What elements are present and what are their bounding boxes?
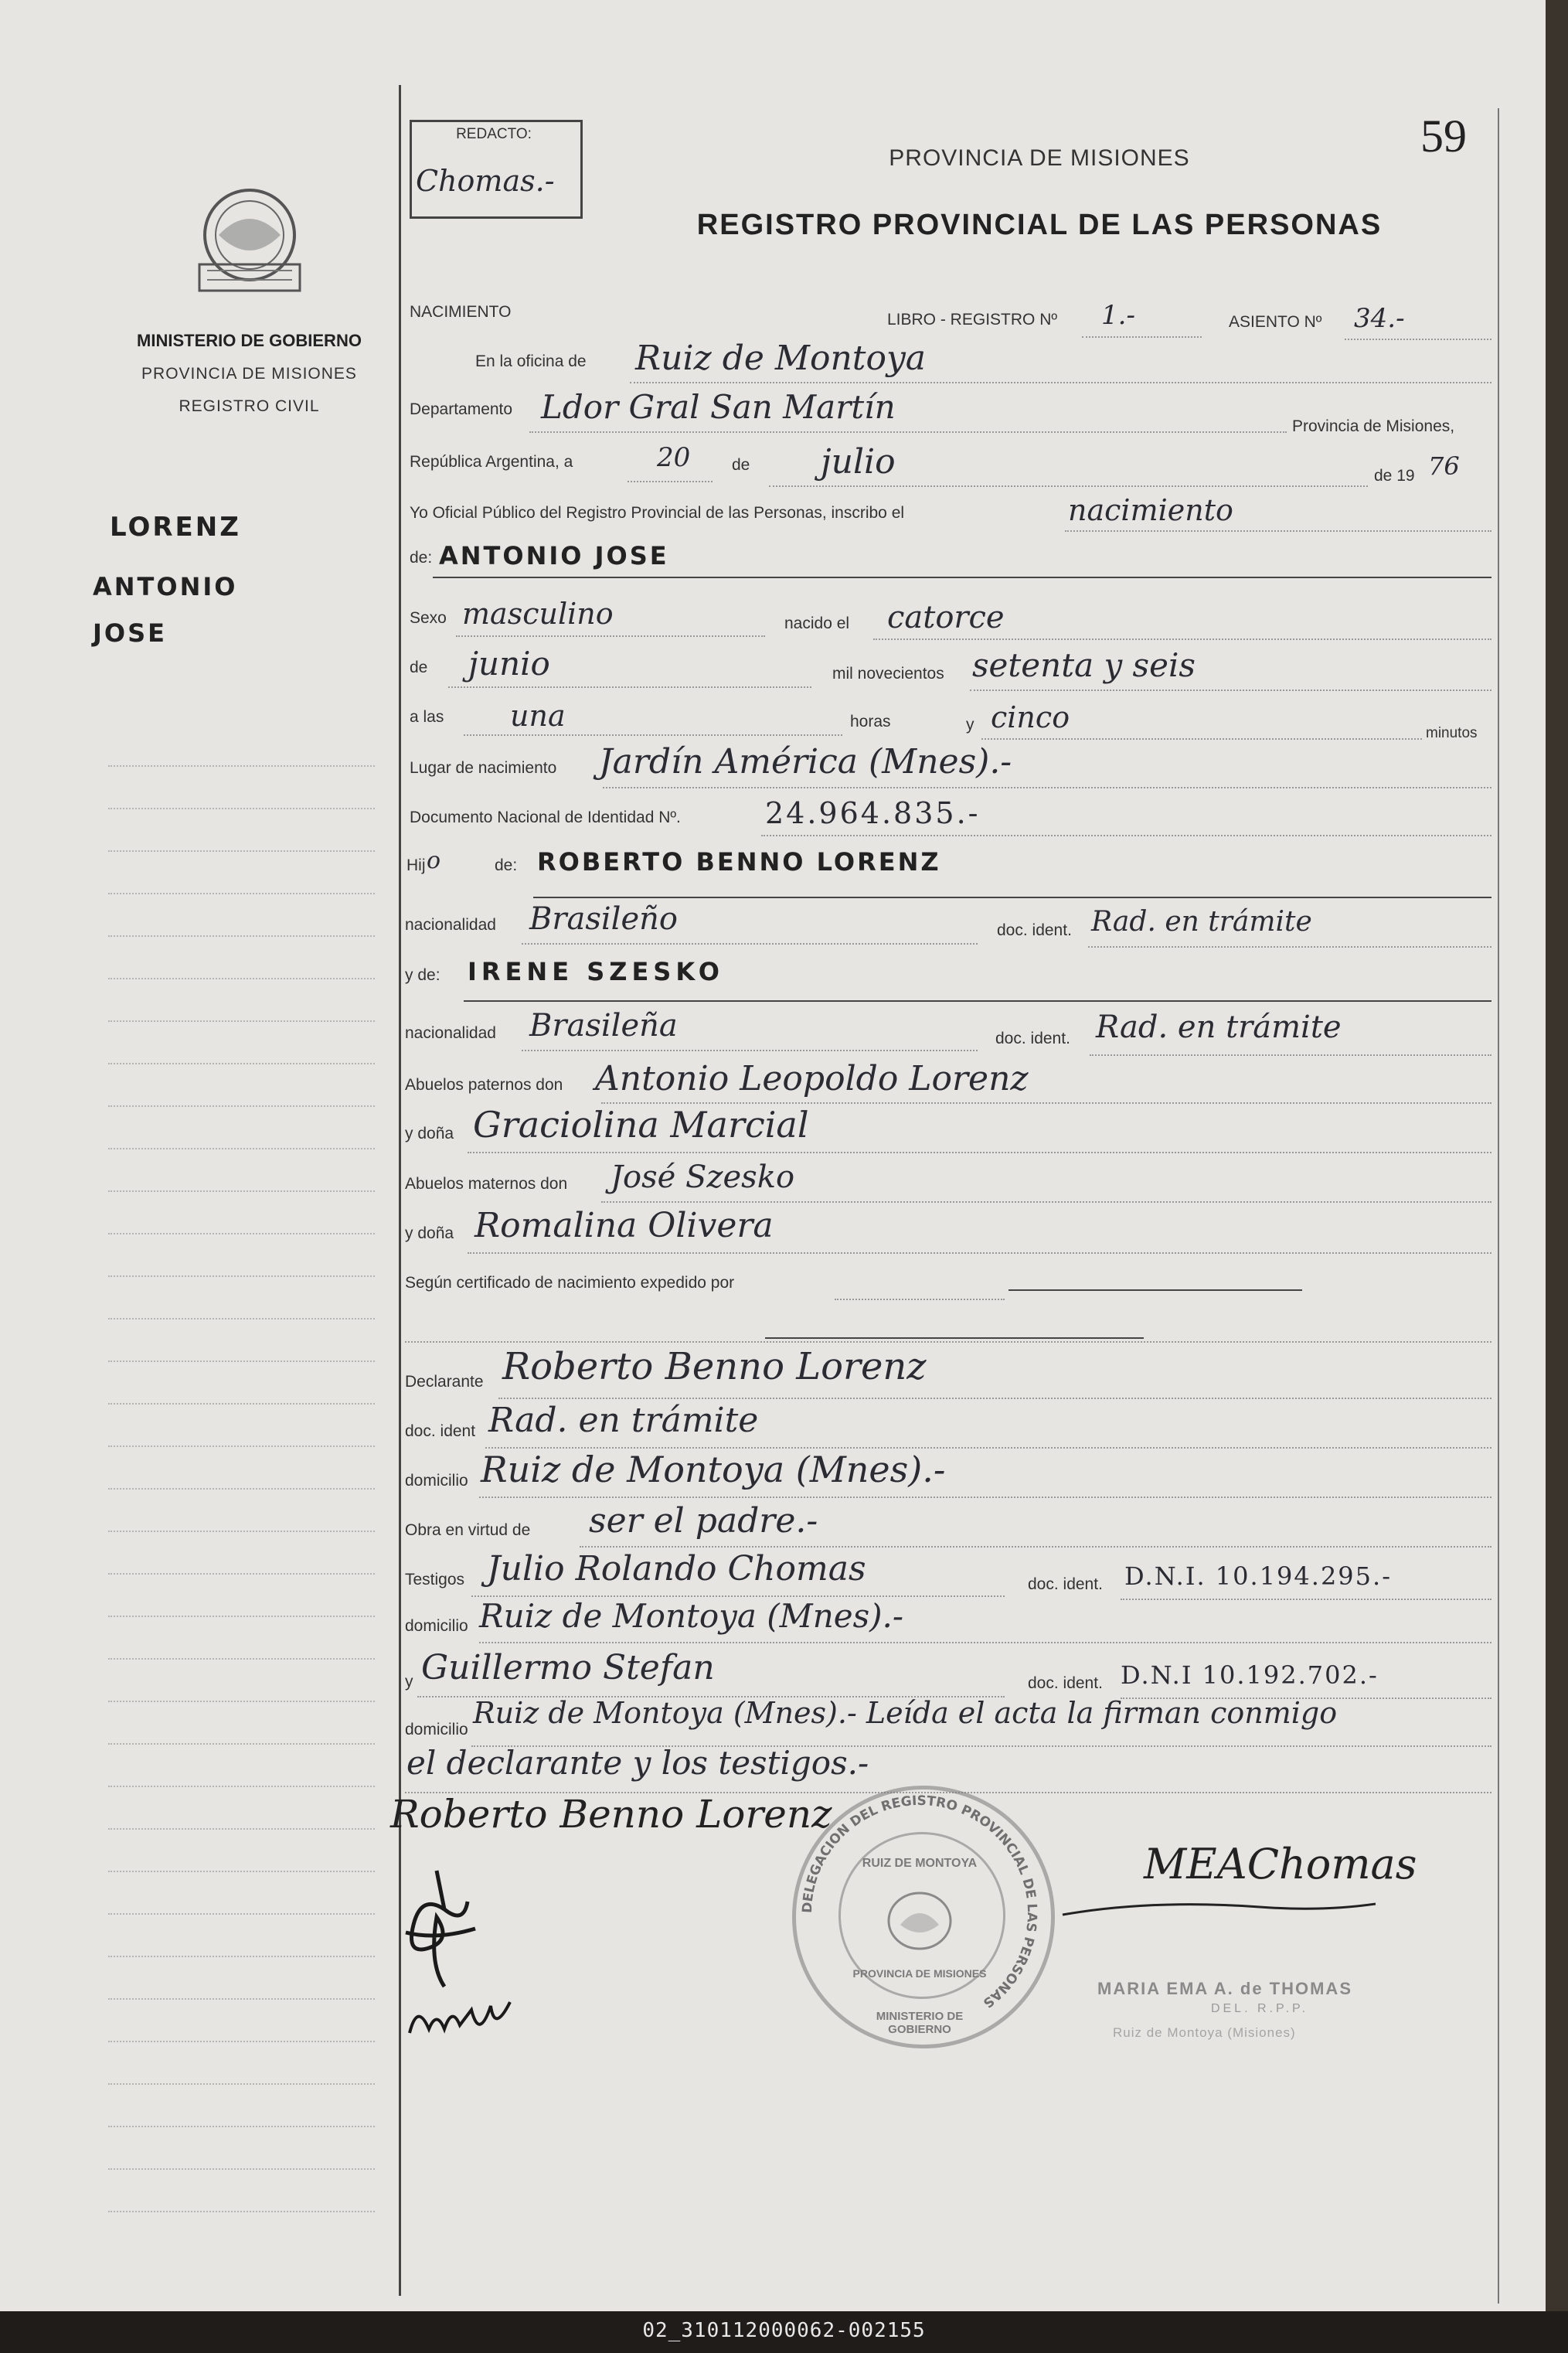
horas-value: una: [510, 699, 566, 733]
padre-nac-value: Brasileño: [529, 901, 678, 937]
right-border: [1498, 108, 1499, 2304]
libro-label: LIBRO - REGISTRO Nº: [887, 311, 1058, 329]
asiento-label: ASIENTO Nº: [1229, 313, 1322, 331]
ministry-line1: MINISTERIO DE GOBIERNO: [137, 331, 362, 350]
libro-value: 1.-: [1101, 300, 1135, 331]
testigo2-prefix: y: [405, 1673, 413, 1691]
mil-label: mil novecientos: [832, 665, 944, 683]
stamp-ring-text: PROVINCIA DE MISIONES: [852, 1967, 987, 1980]
declarante-doc-label: doc. ident: [405, 1422, 476, 1440]
lugar-label: Lugar de nacimiento: [410, 759, 557, 777]
minutos-label: minutos: [1426, 725, 1478, 741]
ministry-line2: PROVINCIA DE MISIONES: [141, 365, 357, 383]
hijo-label: Hij: [406, 856, 426, 874]
alas-label: a las: [410, 708, 444, 726]
stamp-inner-text: RUIZ DE MONTOYA: [862, 1857, 978, 1870]
departamento-value: Ldor Gral San Martín: [541, 388, 896, 426]
testigo1-doc-label: doc. ident.: [1028, 1575, 1103, 1593]
declarante-label: Declarante: [405, 1373, 484, 1391]
testigos-label: Testigos: [405, 1571, 465, 1589]
nacido-value: catorce: [887, 600, 1005, 635]
dia-value: 20: [657, 442, 691, 473]
child-name: ANTONIO JOSE: [439, 541, 669, 570]
coat-of-arms-emblem: [184, 179, 315, 303]
de2-label: de: [410, 659, 428, 676]
oficina-value: Ruiz de Montoya: [635, 339, 927, 378]
official-signature: MEAChomas: [1144, 1840, 1417, 1888]
ministry-line3: REGISTRO CIVIL: [179, 397, 320, 415]
ab-mat-value: José Szesko: [611, 1159, 795, 1195]
mes-nac-value: junio: [468, 645, 550, 683]
sexo-value: masculino: [462, 597, 614, 631]
mes-value: julio: [821, 442, 896, 482]
declarante-value: Roberto Benno Lorenz: [502, 1345, 927, 1388]
official-print-title: DEL. R.P.P.: [1210, 2002, 1309, 2015]
declarante-dom-label: domicilio: [405, 1472, 468, 1490]
ab-pat-dona-label: y doña: [405, 1125, 454, 1142]
official-print-name: MARIA EMA A. de THOMAS: [1097, 1979, 1352, 1998]
testigo1-doc-value: D.N.I. 10.194.295.-: [1124, 1561, 1392, 1591]
sexo-label: Sexo: [410, 609, 447, 627]
ab-mat-dona-value: Romalina Olivera: [474, 1206, 774, 1245]
testigo2-doc-label: doc. ident.: [1028, 1674, 1103, 1692]
segun-label: Según certificado de nacimiento expedido por: [405, 1274, 735, 1292]
testigo1-value: Julio Rolando Chomas: [487, 1549, 866, 1589]
ab-mat-dona-label: y doña: [405, 1224, 454, 1242]
redacto-value: Chomas.-: [416, 164, 555, 198]
ab-pat-label: Abuelos paternos don: [405, 1076, 563, 1094]
obra-value: ser el padre.-: [589, 1501, 818, 1541]
page-number: 59: [1420, 111, 1467, 162]
padre-doc-value: Rad. en trámite: [1091, 906, 1312, 938]
testigo2-dom-value: Ruiz de Montoya (Mnes).- Leída el acta la firman conmigo: [473, 1696, 1338, 1730]
nacimiento-label: NACIMIENTO: [410, 303, 512, 321]
declarante-signature: Roberto Benno Lorenz: [390, 1792, 832, 1837]
redacto-label: REDACTO:: [456, 126, 532, 142]
witness1-signature: [390, 1863, 491, 1994]
obra-label: Obra en virtud de: [405, 1521, 531, 1539]
madre-label: y de:: [405, 966, 440, 984]
madre-nac-label: nacionalidad: [405, 1024, 496, 1042]
padre-nac-label: nacionalidad: [405, 916, 496, 934]
mother-name: IRENE SZESKO: [468, 957, 724, 986]
oficina-label: En la oficina de: [475, 352, 587, 370]
margin-firstname: ANTONIO: [93, 572, 238, 601]
horas-label: horas: [850, 713, 891, 730]
oficial-label: Yo Oficial Público del Registro Provincial de las Personas, inscribo el: [410, 504, 905, 522]
registry-heading: REGISTRO PROVINCIAL DE LAS PERSONAS: [696, 209, 1383, 241]
testigo2-value: Guillermo Stefan: [421, 1648, 715, 1687]
scan-id-footer: 02_310112000062-002155: [642, 2319, 926, 2342]
hijo-suffix: o: [427, 847, 441, 874]
y-label: y: [966, 716, 974, 734]
testigo2-doc-value: D.N.I 10.192.702.-: [1121, 1660, 1379, 1690]
madre-doc-label: doc. ident.: [995, 1030, 1070, 1047]
testigo1-dom-label: domicilio: [405, 1617, 468, 1635]
svg-text:DELEGACION DEL REGISTRO PROVIN: DELEGACION DEL REGISTRO PROVINCIAL DE LAS PERSONAS: [799, 1793, 1040, 2011]
asiento-value: 34.-: [1354, 303, 1405, 334]
declarante-dom-value: Ruiz de Montoya (Mnes).-: [481, 1449, 946, 1490]
ab-mat-label: Abuelos maternos don: [405, 1175, 568, 1193]
ab-pat-dona-value: Graciolina Marcial: [473, 1104, 809, 1146]
stamp-bottom-text: MINISTERIO DE GOBIERNO: [876, 2010, 964, 2036]
minutos-value: cinco: [991, 700, 1070, 734]
dni-value: 24.964.835.-: [765, 796, 981, 830]
margin-middlename: JOSE: [93, 618, 168, 648]
de-label: de: [732, 456, 750, 474]
oficial-value: nacimiento: [1068, 493, 1233, 527]
declarante-doc-value: Rad. en trámite: [488, 1401, 759, 1440]
mil-value: setenta y seis: [972, 646, 1196, 684]
stamp-crest-icon: [881, 1886, 958, 1956]
testigo2-dom-label: domicilio: [405, 1721, 468, 1738]
official-print-place: Ruiz de Montoya (Misiones): [1113, 2025, 1296, 2040]
madre-doc-value: Rad. en trámite: [1096, 1010, 1342, 1045]
padre-de-label: de:: [495, 856, 518, 874]
closing-text: el declarante y los testigos.-: [406, 1744, 869, 1782]
padre-doc-label: doc. ident.: [997, 921, 1072, 939]
de19-label: de 19: [1374, 467, 1415, 485]
anio-value: 76: [1428, 451, 1460, 481]
nacido-label: nacido el: [784, 615, 850, 632]
official-signature-flourish: [1059, 1898, 1383, 1921]
margin-surname: LORENZ: [110, 512, 241, 543]
ab-pat-value: Antonio Leopoldo Lorenz: [595, 1059, 1029, 1098]
testigo1-dom-value: Ruiz de Montoya (Mnes).-: [479, 1597, 904, 1635]
father-name: ROBERTO BENNO LORENZ: [537, 847, 941, 877]
madre-nac-value: Brasileña: [529, 1008, 678, 1044]
scan-edge: [1546, 0, 1568, 2311]
witness2-signature: [402, 1994, 526, 2048]
republica-label: República Argentina, a: [410, 453, 573, 471]
de-name-label: de:: [410, 549, 433, 567]
provincia-label: Provincia de Misiones,: [1292, 417, 1455, 435]
lugar-value: Jardín América (Mnes).-: [599, 742, 1012, 781]
province-heading: PROVINCIA DE MISIONES: [889, 145, 1190, 171]
departamento-label: Departamento: [410, 400, 513, 418]
dni-label: Documento Nacional de Identidad Nº.: [410, 809, 681, 826]
